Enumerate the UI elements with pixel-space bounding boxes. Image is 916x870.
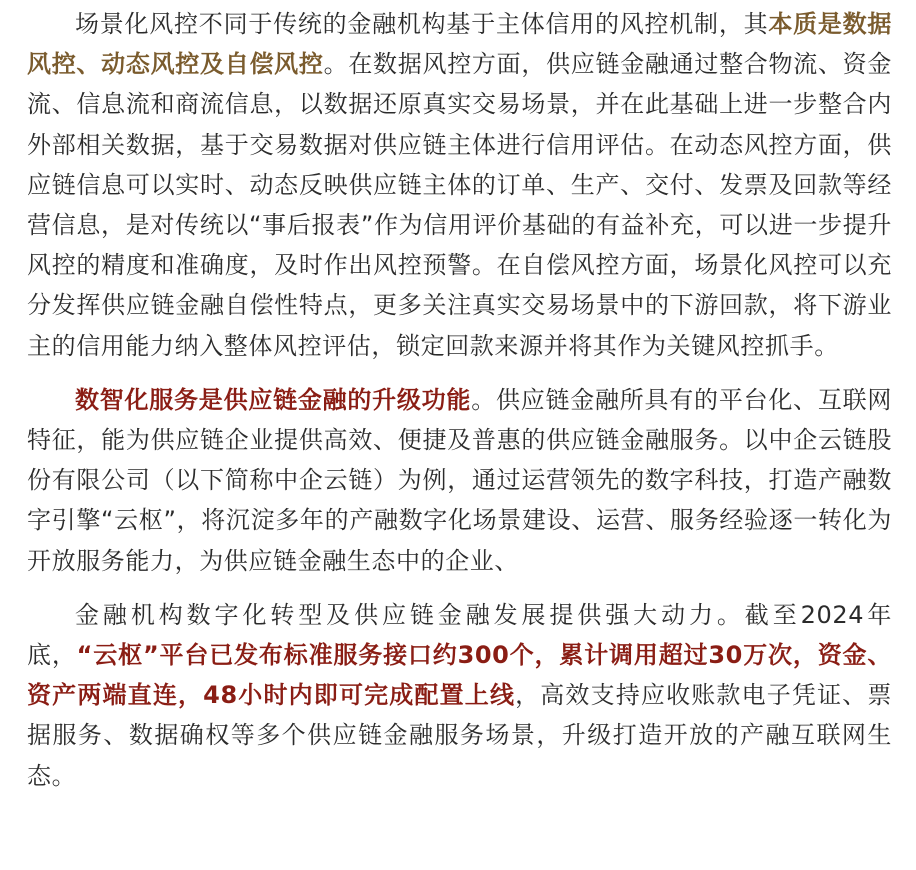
paragraph-yunshu-platform <box>27 595 892 796</box>
paragraph-scenario-risk-control <box>27 4 892 366</box>
text-segment: ，高效支持应收账款电子凭证、票据服务、数据确权等多个供应链金融服务场景，升级打造开放的产融互联网生态。 <box>27 681 892 790</box>
text-segment: 场景化风控不同于传统的金融机构基于主体信用的风控机制，其 <box>75 10 769 38</box>
highlight-text: 数智化服务是供应链金融的升级功能 <box>75 385 472 414</box>
paragraph-digital-service <box>27 380 892 581</box>
highlight-text: “云枢”平台已发布标准服务接口约300个，累计调用超过30万次，资金、资产两端直连，48小时内即可完成配置上线 <box>27 641 892 710</box>
highlight-text: 本质是数据风控、动态风控及自偿风控 <box>27 10 892 79</box>
text-segment: 。在数据风控方面，供应链金融通过整合物流、资金流、信息流和商流信息，以数据还原真实交易场景，并在此基础上进一步整合内外部相关数据，基于交易数据对供应链主体进行信用评估。在动态风控方面，供应链信息可以实时、动态反映供应链主体的订单、生产、交付、发票及回款等经营信息，是对传统以“事后报表”作为信用评价基础的有益补充，可以进一步提升风控的精度和准确度，及时作出风控预警。在自偿风控方面，场景化风控可以充分发挥供应链金融自偿性特点，更多关注真实交易场景中的下游回款，将下游业主的信用能力纳入整体风控评估，锁定回款来源并将其作为关键风控抓手。 <box>27 50 892 360</box>
text-segment: 。供应链金融所具有的平台化、互联网特征，能为供应链企业提供高效、便捷及普惠的供应链金融服务。以中企云链股份有限公司（以下简称中企云链）为例，通过运营领先的数字科技，打造产融数字引擎“云枢”，将沉淀多年的产融数字化场景建设、运营、服务经验逐一转化为开放服务能力，为供应链金融生态中的企业、 <box>27 385 892 575</box>
text-segment: 金融机构数字化转型及供应链金融发展提供强大动力。截至2024年底， <box>27 600 892 670</box>
